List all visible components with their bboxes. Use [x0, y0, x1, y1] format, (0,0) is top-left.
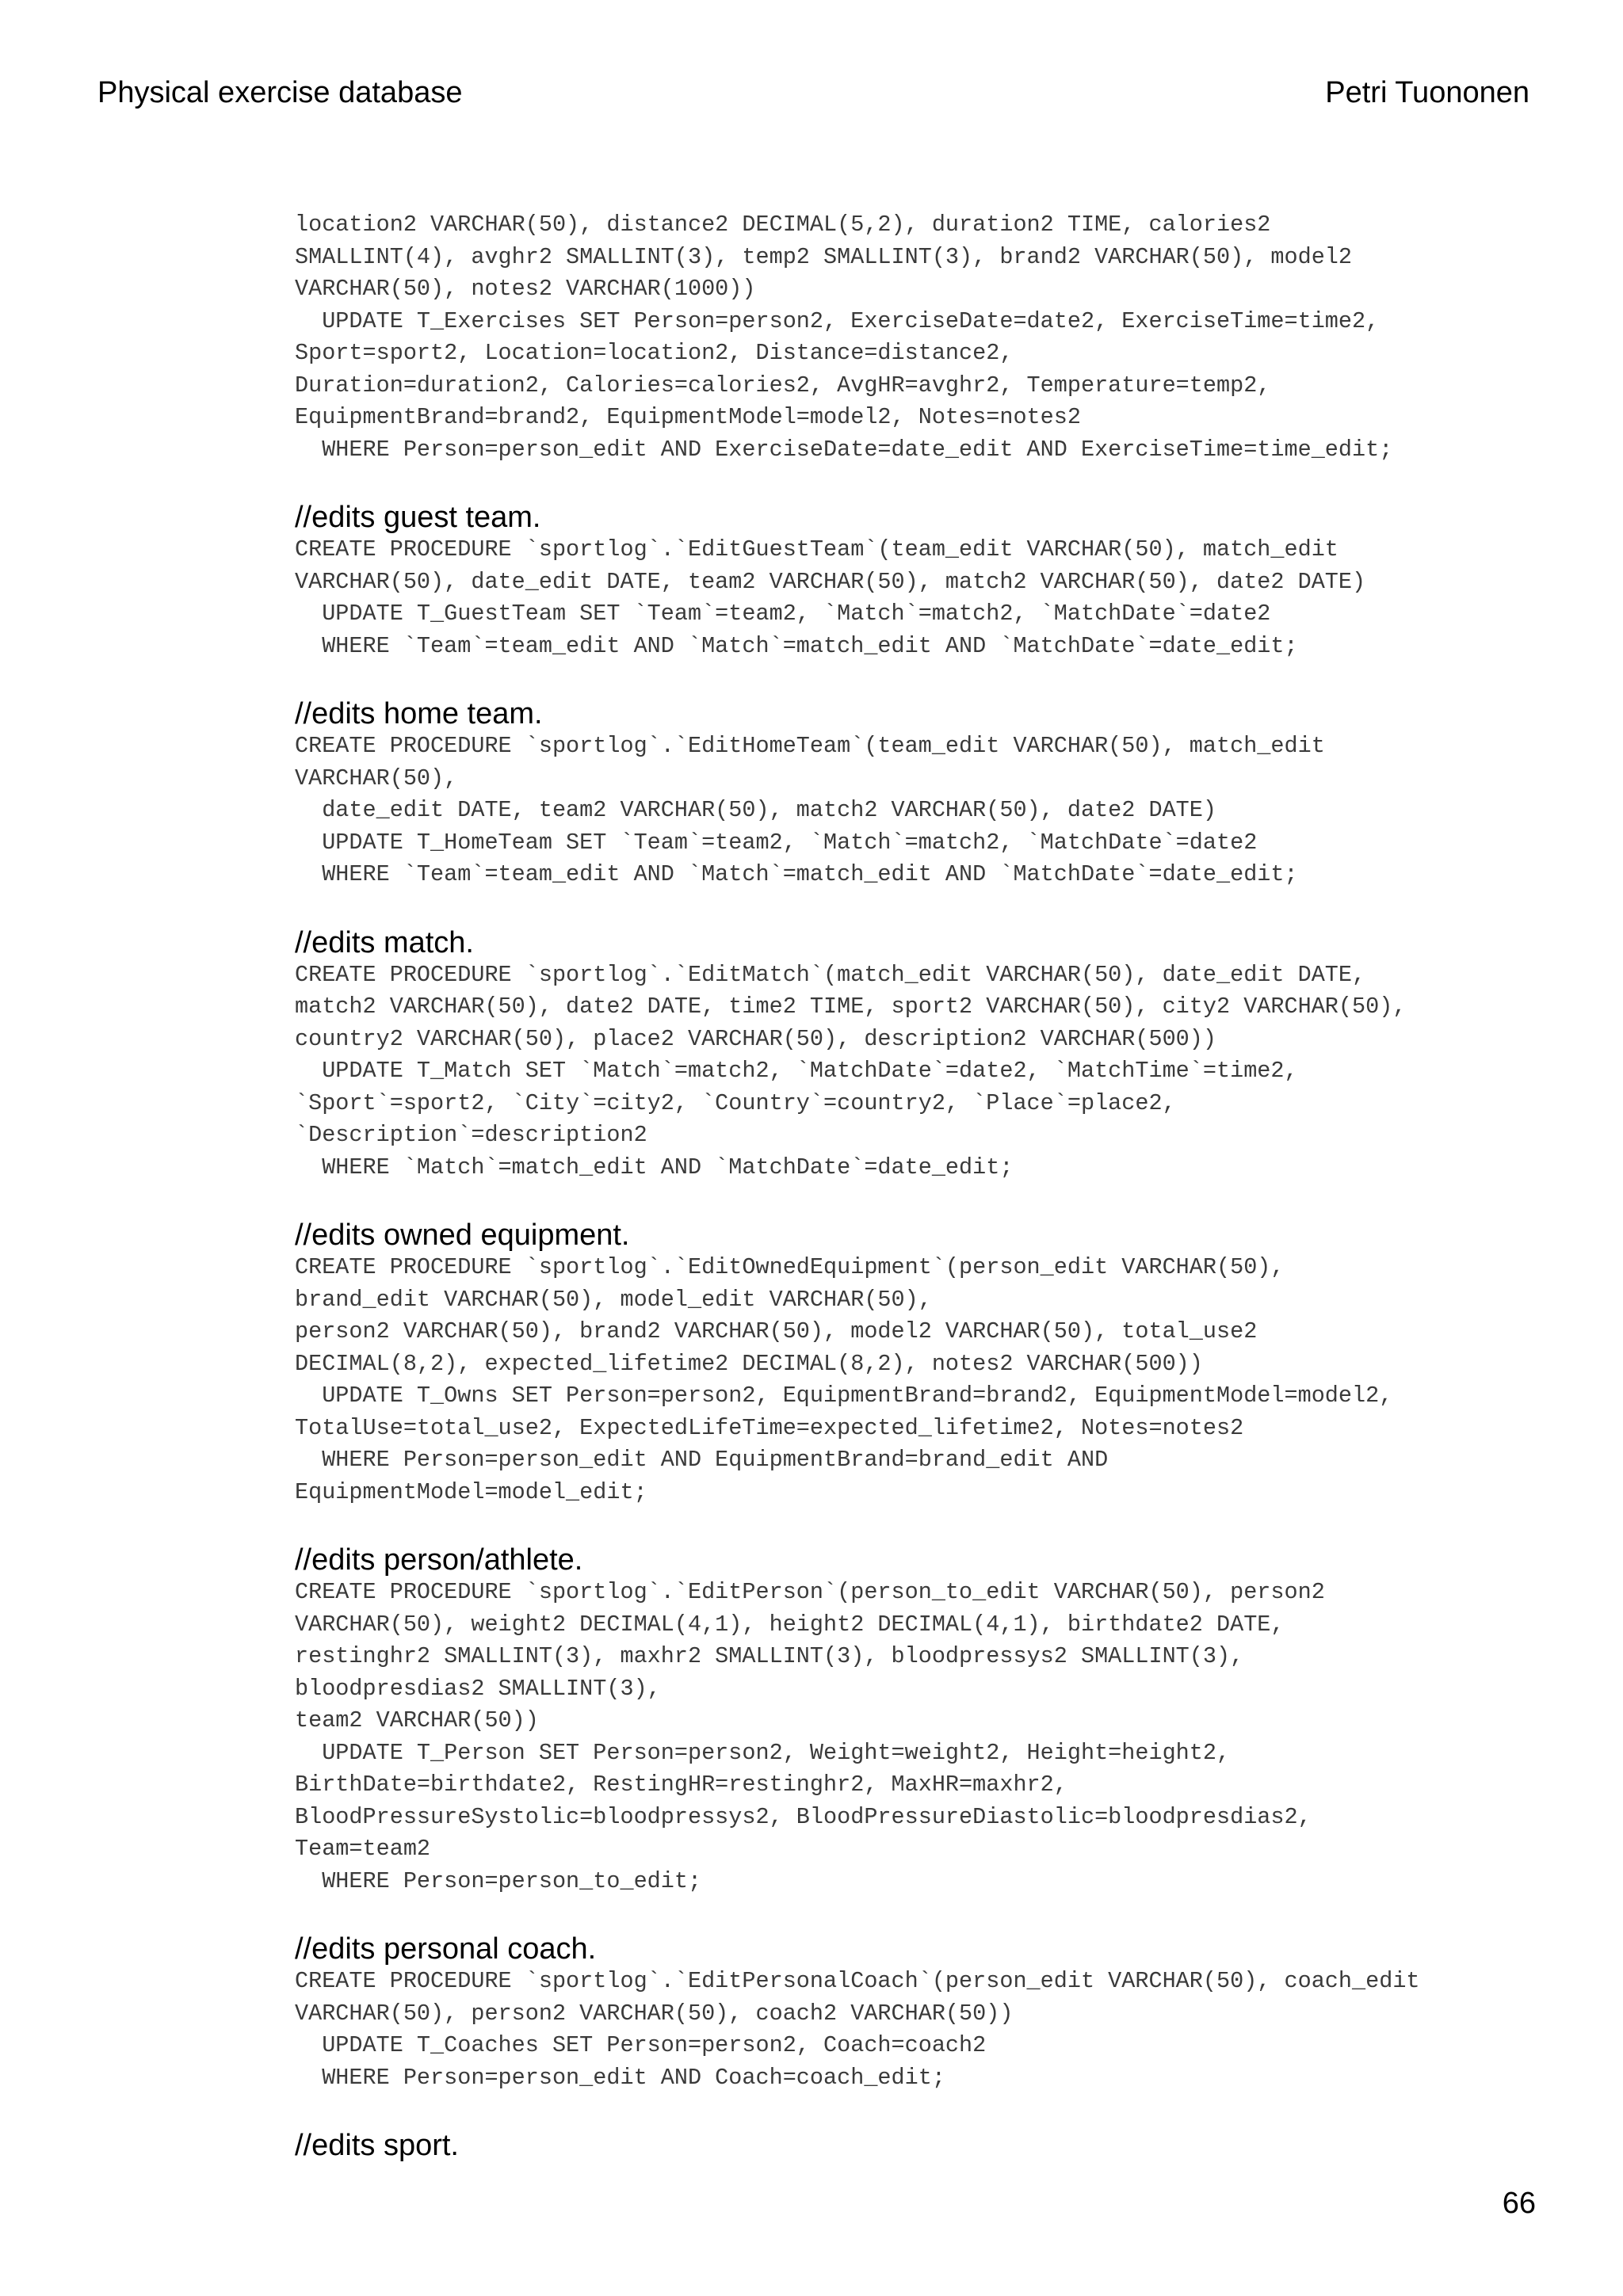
code-line: WHERE Person=person_to_edit;: [295, 1867, 702, 1894]
code-line: CREATE PROCEDURE `sportlog`.`EditPersonalCoach`(person_edit VARCHAR(50), coach_edit: [295, 1968, 1420, 1994]
section-person: [295, 1543, 1531, 1897]
code-line: UPDATE T_GuestTeam SET `Team`=team2, `Match`=match2, `MatchDate`=date2: [295, 601, 1271, 627]
code-line: Sport=sport2, Location=location2, Distance=distance2,: [295, 340, 1014, 366]
code-line: CREATE PROCEDURE `sportlog`.`EditOwnedEquipment`(person_edit VARCHAR(50),: [295, 1254, 1285, 1280]
code-block: [295, 1577, 1531, 1897]
code-line: CREATE PROCEDURE `sportlog`.`EditGuestTeam`(team_edit VARCHAR(50), match_edit: [295, 536, 1338, 563]
document-title: Physical exercise database: [97, 76, 463, 109]
author-name: Petri Tuononen: [1325, 76, 1529, 109]
code-line: `Description`=description2: [295, 1122, 647, 1148]
page-content: [295, 209, 1531, 2162]
code-line: country2 VARCHAR(50), place2 VARCHAR(50), description2 VARCHAR(500)): [295, 1025, 1216, 1052]
code-line: UPDATE T_Match SET `Match`=match2, `MatchDate`=date2, `MatchTime`=time2,: [295, 1058, 1298, 1084]
code-block: [295, 1966, 1531, 2094]
section-match: [295, 926, 1531, 1184]
code-line: location2 VARCHAR(50), distance2 DECIMAL(5,2), duration2 TIME, calories2: [295, 212, 1271, 238]
code-line: brand_edit VARCHAR(50), model_edit VARCHAR(50),: [295, 1286, 932, 1313]
code-line: BloodPressureSystolic=bloodpressys2, BloodPressureDiastolic=bloodpresdias2,: [295, 1803, 1312, 1830]
code-line: Team=team2: [295, 1836, 431, 1862]
section-comment: //edits personal coach.: [295, 1932, 597, 1966]
code-line: UPDATE T_Coaches SET Person=person2, Coach=coach2: [295, 2032, 987, 2058]
code-line: WHERE `Team`=team_edit AND `Match`=match_edit AND `MatchDate`=date_edit;: [295, 861, 1298, 887]
code-line: WHERE `Match`=match_edit AND `MatchDate`=date_edit;: [295, 1154, 1014, 1180]
code-block: [295, 730, 1531, 891]
code-line: `Sport`=sport2, `City`=city2, `Country`=country2, `Place`=place2,: [295, 1089, 1176, 1116]
code-line: VARCHAR(50), date_edit DATE, team2 VARCHAR(50), match2 VARCHAR(50), date2 DATE): [295, 568, 1366, 595]
code-line: WHERE Person=person_edit AND Coach=coach_edit;: [295, 2064, 945, 2091]
code-line: person2 VARCHAR(50), brand2 VARCHAR(50), model2 VARCHAR(50), total_use2: [295, 1318, 1258, 1344]
code-line: EquipmentModel=model_edit;: [295, 1478, 647, 1505]
code-line: match2 VARCHAR(50), date2 DATE, time2 TIME, sport2 VARCHAR(50), city2 VARCHAR(50),: [295, 994, 1407, 1020]
code-line: UPDATE T_HomeTeam SET `Team`=team2, `Match`=match2, `MatchDate`=date2: [295, 829, 1258, 856]
section-comment: //edits guest team.: [295, 501, 541, 534]
code-line: restinghr2 SMALLINT(3), maxhr2 SMALLINT(3), bloodpressys2 SMALLINT(3),: [295, 1643, 1244, 1669]
code-line: CREATE PROCEDURE `sportlog`.`EditHomeTeam`(team_edit VARCHAR(50), match_edit: [295, 733, 1325, 759]
code-line: SMALLINT(4), avghr2 SMALLINT(3), temp2 SMALLINT(3), brand2 VARCHAR(50), model2: [295, 243, 1353, 270]
section-sport: [295, 2129, 1531, 2162]
section-comment: //edits person/athlete.: [295, 1543, 583, 1577]
code-block: [295, 959, 1531, 1184]
code-line: VARCHAR(50),: [295, 765, 458, 791]
code-line: DECIMAL(8,2), expected_lifetime2 DECIMAL(8,2), notes2 VARCHAR(500)): [295, 1350, 1203, 1377]
code-line: UPDATE T_Exercises SET Person=person2, ExerciseDate=date2, ExerciseTime=time2,: [295, 307, 1380, 334]
code-line: VARCHAR(50), notes2 VARCHAR(1000)): [295, 276, 756, 302]
section-guest-team: [295, 501, 1531, 662]
section-comment: //edits sport.: [295, 2129, 459, 2162]
section-personal-coach: [295, 1932, 1531, 2094]
code-line: CREATE PROCEDURE `sportlog`.`EditMatch`(match_edit VARCHAR(50), date_edit DATE,: [295, 961, 1366, 988]
code-line: WHERE Person=person_edit AND EquipmentBrand=brand_edit AND: [295, 1447, 1109, 1473]
section-owned-equipment: [295, 1219, 1531, 1508]
code-line: BirthDate=birthdate2, RestingHR=restinghr2, MaxHR=maxhr2,: [295, 1772, 1067, 1798]
section-comment: //edits home team.: [295, 697, 543, 730]
code-line: EquipmentBrand=brand2, EquipmentModel=model2, Notes=notes2: [295, 404, 1081, 430]
code-line: WHERE `Team`=team_edit AND `Match`=match_edit AND `MatchDate`=date_edit;: [295, 632, 1298, 659]
intro-code-block: [295, 209, 1531, 466]
code-line: UPDATE T_Owns SET Person=person2, EquipmentBrand=brand2, EquipmentModel=model2,: [295, 1383, 1393, 1409]
code-block: [295, 534, 1531, 662]
code-line: team2 VARCHAR(50)): [295, 1707, 539, 1733]
code-line: bloodpresdias2 SMALLINT(3),: [295, 1675, 661, 1702]
section-comment: //edits owned equipment.: [295, 1219, 630, 1252]
code-block: [295, 1252, 1531, 1508]
code-line: VARCHAR(50), weight2 DECIMAL(4,1), height2 DECIMAL(4,1), birthdate2 DATE,: [295, 1611, 1285, 1638]
code-line: TotalUse=total_use2, ExpectedLifeTime=expected_lifetime2, Notes=notes2: [295, 1414, 1244, 1441]
code-line: date_edit DATE, team2 VARCHAR(50), match2 VARCHAR(50), date2 DATE): [295, 797, 1216, 823]
code-line: CREATE PROCEDURE `sportlog`.`EditPerson`(person_to_edit VARCHAR(50), person2: [295, 1579, 1325, 1605]
code-line: Duration=duration2, Calories=calories2, AvgHR=avghr2, Temperature=temp2,: [295, 372, 1271, 399]
code-line: UPDATE T_Person SET Person=person2, Weight=weight2, Height=height2,: [295, 1739, 1231, 1766]
section-comment: //edits match.: [295, 925, 474, 959]
code-line: VARCHAR(50), person2 VARCHAR(50), coach2 VARCHAR(50)): [295, 2000, 1014, 2027]
page-number: 66: [1502, 2187, 1536, 2220]
code-line: WHERE Person=person_edit AND ExerciseDate=date_edit AND ExerciseTime=time_edit;: [295, 436, 1393, 463]
section-home-team: [295, 697, 1531, 891]
